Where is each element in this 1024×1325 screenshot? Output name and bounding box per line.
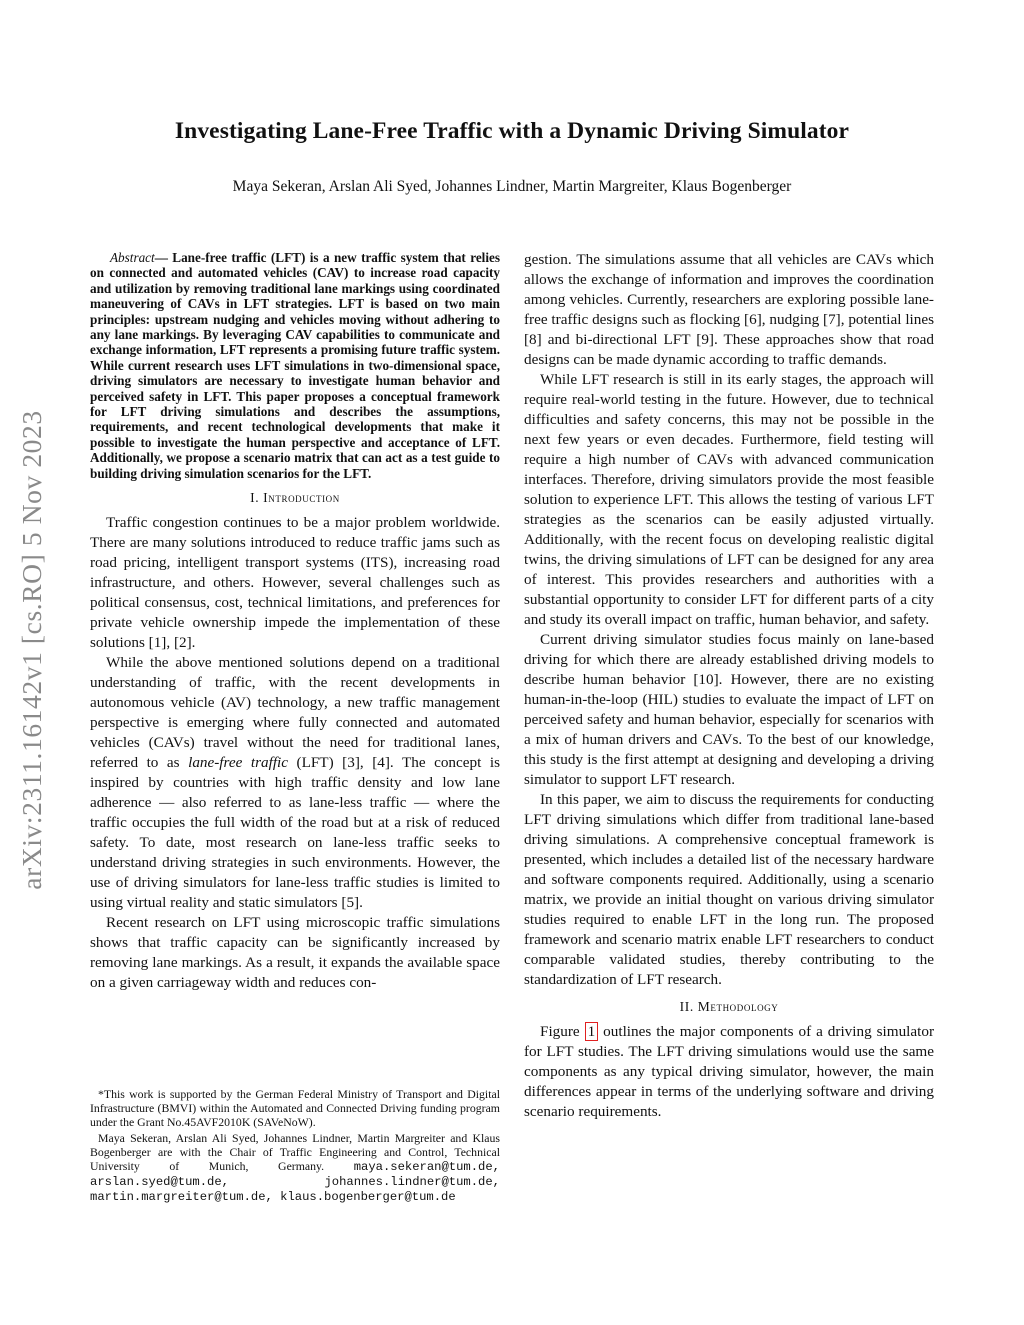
affiliation-note [90, 1131, 500, 1204]
intro-paragraph-1: Traffic congestion continues to be a major problem worldwide. There are many solutions introduced to reduce traffic jams such as road pricing, intelligent transport systems (ITS), increasing road infrastructure, and others. However, several challenges such as political consensus, cost, technical limitations, and preferences for private vehicle ownership impede the implementation of these solutions [1], [2]. [90, 514, 500, 652]
arxiv-stamp: arXiv:2311.16142v1 [cs.RO] 5 Nov 2023 [16, 410, 47, 890]
affiliation-text: Maya Sekeran, Arslan Ali Syed, Johannes Lindner, Martin Margreiter and Klaus Bogenberger are with the Chair of Traffic Engineering and Control, Technical University of Munich, Germany. [90, 1131, 500, 1173]
section-heading-methodology [524, 999, 934, 1015]
left-column [90, 250, 500, 993]
intro-paragraph-2 [90, 653, 500, 913]
intro-paragraph-3: Recent research on LFT using microscopic traffic simulations shows that traffic capacity can be significantly increased by removing lane markings. As a result, it expands the available space on a given carriageway width and reduces con- [90, 914, 500, 992]
abstract-text: — Lane-free traffic (LFT) is a new traffic system that relies on connected and automated vehicles (CAV) to increase road capacity and utilization by removing traditional lane markings using coordinated maneuvering of CAVs in LFT strategies. LFT is based on two main principles: upstream nudging and vehicles moving without adhering to any lane markings. By leveraging CAV capabilities to communicate and exchange information, LFT represents a promising future traffic system. While current research uses LFT simulations in two-dimensional space, driving simulators are necessary to investigate human behavior and perceived safety in LFT. This paper proposes a conceptual framework for LFT driving simulations and describes the assumptions, requirements, and recent technological developments that make it possible to investigate the human perspective and acceptance of LFT. Additionally, we propose a scenario matrix that can act as a test guide to building driving simulation scenarios for the LFT. [90, 250, 500, 481]
lane-free-traffic-term: lane-free traffic [188, 754, 288, 772]
right-paragraph-2: While LFT research is still in its early stages, the approach will require real-world testing in the future. However, due to technical difficulties and safety concerns, this may not be possible in the next few years or even decades. Furthermore, field testing will require a high number of CAVs with advanced communication interfaces. Therefore, driving simulators provide the most feasible solution to experience LFT. This allows the testing of various LFT strategies as the scenarios can be easily adjusted virtually. Additionally, with the recent focus on developing realistic digital twins, the driving simulations of LFT can be designed for any area of interest. This provides researchers and authorities with a substantial opportunity to consider LFT for different parts of a city and study its overall impact on traffic, human behavior, and safety. [524, 371, 934, 628]
section-numeral: II. [679, 999, 694, 1014]
figure-1-link[interactable]: 1 [585, 1022, 599, 1041]
methodology-paragraph-1 [524, 1022, 934, 1122]
intro-paragraph-2-text: While the above mentioned solutions depend on a traditional understanding of traffic, with the recent developments in autonomous vehicle (AV) technology, a new traffic management perspective is emerging where fully connected and automated vehicles (CAVs) travel without the need for traditional lanes, referred to as [90, 654, 500, 772]
paper-title: Investigating Lane-Free Traffic with a Dynamic Driving Simulator [174, 118, 850, 144]
right-paragraph-4: In this paper, we aim to discuss the requirements for conducting LFT driving simulations which differ from traditional lane-based driving simulations. A comprehensive conceptual framework is presented, which includes a detailed list of the necessary hardware and software components required. Additionally, using a scenario matrix, we provide an initial thought on various driving simulator studies required to enable LFT in the long run. The proposed framework and scenario matrix enable LFT researchers to conduct comparable validated studies, thereby contributing to the standardization of LFT research. [524, 791, 934, 988]
footnote [90, 1087, 500, 1206]
methodology-text-after: outlines the major components of a driving simulator for LFT studies. The LFT driving simulations would use the same components as any typical driving simulator, however, the main differences appear in terms of the underlying software and driving scenario requirements. [524, 1023, 934, 1120]
section-numeral: I. [250, 490, 260, 506]
right-column [524, 250, 934, 1122]
abstract-label: Abstract [110, 250, 155, 265]
funding-note: *This work is supported by the German Federal Ministry of Transport and Digital Infrastructure (BMVI) within the Automated and Connected Driving funding program under the Grant No.45AVF2010K (SAVeNoW). [90, 1087, 500, 1129]
methodology-text-before: Figure [540, 1023, 585, 1040]
right-paragraph-1: gestion. The simulations assume that all vehicles are CAVs which allows the exchange of information and improves the coordination among vehicles. Currently, researchers are exploring possible lane-free traffic designs such as flocking [6], nudging [7], potential lines [8] and bi-directional LFT [9]. These approaches show that road designs can be made dynamic according to traffic demands. [524, 251, 934, 368]
abstract [90, 250, 500, 481]
intro-paragraph-2-rest: (LFT) [3], [4]. The concept is inspired by countries with high traffic density and low lane adherence — also referred to as lane-less traffic — where the traffic occupies the full width of the road but at a risk of reduced safety. To date, most research on lane-less traffic seeks to understand driving strategies in such environments. However, the use of driving simulators for lane-less traffic studies is limited to using virtual reality and static simulators [5]. [90, 754, 500, 912]
section-heading-introduction [90, 490, 500, 506]
right-paragraph-3: Current driving simulator studies focus mainly on lane-based driving for which there are already established driving models to describe human behavior [10]. However, there are no existing human-in-the-loop (HIL) studies to evaluate the impact of LFT on perceived safety and human behavior, especially for scenarios with a mix of human drivers and CAVs. To the best of our knowledge, this study is the first attempt at designing and developing a driving simulator to support LFT research. [524, 631, 934, 788]
arxiv-stamp-container [8, 350, 56, 950]
email-list[interactable]: maya.sekeran@tum.de, arslan.syed@tum.de, johannes.lindner@tum.de, martin.margreiter@tum.de, klaus.bogenberger@tum.de [90, 1160, 500, 1204]
section-title: Introduction [263, 490, 340, 506]
section-title: Methodology [697, 999, 779, 1014]
author-list: Maya Sekeran, Arslan Ali Syed, Johannes Lindner, Martin Margreiter, Klaus Bogenberger [232, 178, 792, 195]
